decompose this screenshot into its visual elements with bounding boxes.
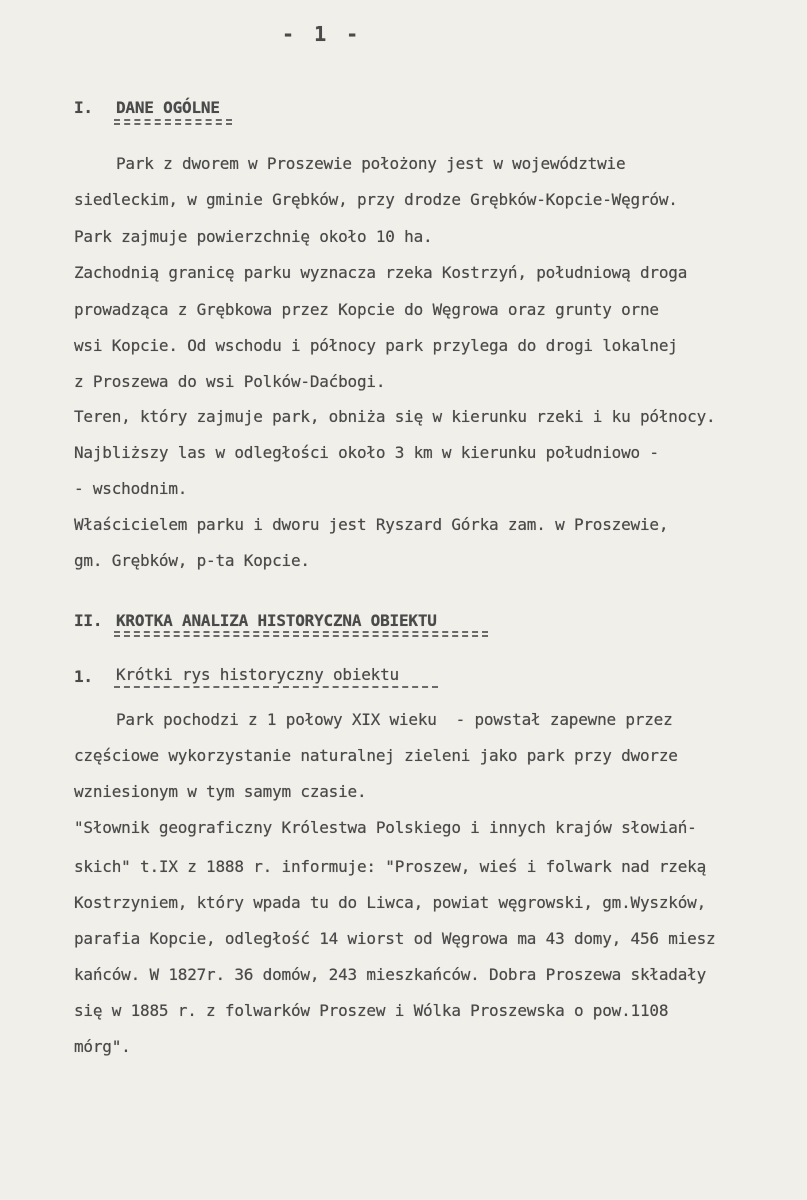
title-underline xyxy=(114,631,488,637)
section-title: KROTKA ANALIZA HISTORYCZNA OBIEKTU xyxy=(116,611,437,630)
page-number: - 1 - xyxy=(282,22,363,46)
title-underline xyxy=(114,119,232,125)
subsection-number: 1. xyxy=(74,667,93,686)
text-line: mórg". xyxy=(74,1037,131,1056)
subsection-underline xyxy=(114,686,438,690)
text-line: skich" t.IX z 1888 r. informuje: "Proszew, wieś i folwark nad rzeką xyxy=(74,857,706,876)
section-title: DANE OGÓLNE xyxy=(116,98,220,117)
text-line: Teren, który zajmuje park, obniża się w kierunku rzeki i ku północy. xyxy=(74,407,716,426)
text-line: "Słownik geograficzny Królestwa Polskiego i innych krajów słowiań- xyxy=(74,818,697,837)
text-line: Park z dworem w Proszewie położony jest w województwie xyxy=(116,154,626,173)
text-line: z Proszewa do wsi Polków-Daćbogi. xyxy=(74,372,386,391)
text-line: częściowe wykorzystanie naturalnej zieleni jako park przy dworze xyxy=(74,746,678,765)
section-number: I. xyxy=(74,98,93,117)
text-line: kańców. W 1827r. 36 domów, 243 mieszkańców. Dobra Proszewa składały xyxy=(74,965,706,984)
text-line: Park zajmuje powierzchnię około 10 ha. xyxy=(74,227,433,246)
subsection-title: Krótki rys historyczny obiektu xyxy=(116,665,399,684)
text-line: Park pochodzi z 1 połowy XIX wieku - powstał zapewne przez xyxy=(116,710,673,729)
text-line: parafia Kopcie, odległość 14 wiorst od Węgrowa ma 43 domy, 456 miesz xyxy=(74,929,716,948)
text-line: wzniesionym w tym samym czasie. xyxy=(74,782,367,801)
section-number: II. xyxy=(74,611,103,630)
text-line: gm. Grębków, p-ta Kopcie. xyxy=(74,551,310,570)
text-line: Najbliższy las w odległości około 3 km w kierunku południowo - xyxy=(74,443,659,462)
text-line: Właścicielem parku i dworu jest Ryszard Górka zam. w Proszewie, xyxy=(74,515,669,534)
text-line: Zachodnią granicę parku wyznacza rzeka Kostrzyń, południową droga xyxy=(74,263,688,282)
text-line: się w 1885 r. z folwarków Proszew i Wólka Proszewska o pow.1108 xyxy=(74,1001,669,1020)
text-line: - wschodnim. xyxy=(74,479,188,498)
text-line: siedleckim, w gminie Grębków, przy drodze Grębków-Kopcie-Węgrów. xyxy=(74,190,678,209)
text-line: prowadząca z Grębkowa przez Kopcie do Węgrowa oraz grunty orne xyxy=(74,300,659,319)
text-line: Kostrzyniem, który wpada tu do Liwca, powiat węgrowski, gm.Wyszków, xyxy=(74,893,706,912)
text-line: wsi Kopcie. Od wschodu i północy park przylega do drogi lokalnej xyxy=(74,336,678,355)
